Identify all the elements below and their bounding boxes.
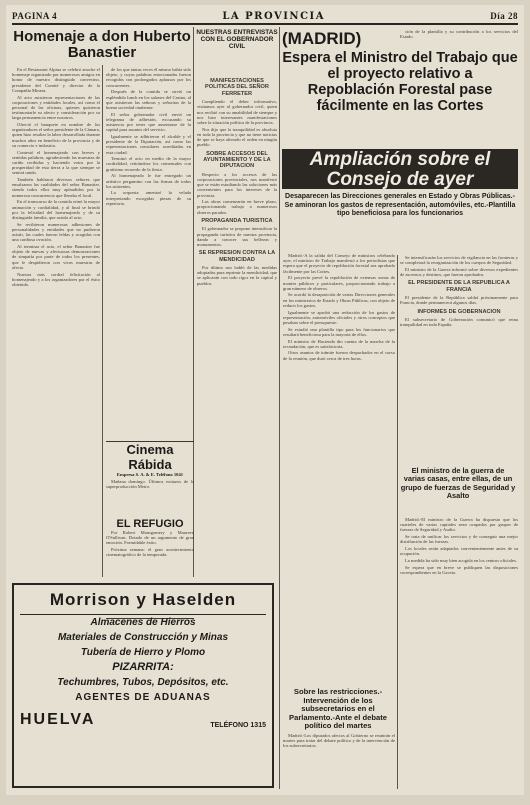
homenaje-headline: Homenaje a don Huberto Banastier — [13, 28, 191, 61]
right-column-body: Se intensificarán los servicios de vigilancia en las fronteras y se completará la reorganización de los cuerpos de Seguridad. El ministro de la Guerra informó sobre diversos expedientes de ascensos y destinos, que fueron aprobados. EL PRESIDENTE DE LA REPUBLICA A FRANCIA El presidente de la República saldrá próximamente para Francia, donde permanecerá algunos días. INFORMES DE GOBERNACION El subsecretario de Gobernación comunicó que reina tranquilidad en toda España. — [400, 255, 518, 328]
right-subhead: INFORMES DE GOBERNACION — [417, 308, 501, 315]
advert-agents: AGENTES DE ADUANAS — [75, 692, 211, 703]
article-body-col1b: de los que tantas veces él mismo había sido objeto, y cuyas palabras emocionadas fueron recogidas con prolongados aplausos por los concurrentes. Después de la comida se sirvió un espléndido lunch en los salones del Casino, al que asistieron las señoras y señoritas de la buena sociedad onubense. El señor gobernador civil envió un telegrama de adhesión, excusando su asistencia por tener que ausentarse de la capital para asuntos del servicio. Igualmente se adhirieron el alcalde y el presidente de la Diputación, así como las representaciones consulares acreditadas en esta ciudad. Terminó el acto en medio de la mayor cordialidad, retirándose los comensales con gratísimo recuerdo de la fiesta. Al homenajeado le fue entregado un artístico pergamino con las firmas de todos los asistentes. La orquesta amenizó la velada interpretando escogidas piezas de su repertorio. — [106, 67, 191, 206]
col2-subhead: MANIFESTACIONES POLITICAS DEL SEÑOR FERRETER — [205, 78, 269, 97]
right-column-lower: Madrid.-El ministro de la Guerra ha dispuesto que los cuarteles de varias capitales sean ocupados por grupos de fuerzas de Seguridad y Asalto. Se trata de unificar los servicios y de conseguir una mejor distribución de las fuerzas. Los locales serán adaptados convenientemente antes de su ocupación. La medida ha sido muy bien acogida en los centros oficiales. Se espera que en breve se publiquen las disposiciones correspondientes en la Gaceta. — [400, 517, 518, 575]
advert-line: PIZARRITA: — [112, 661, 174, 673]
cinema-address: Empresa S. A. & E. Teléfono 1041 — [116, 472, 184, 477]
page-label: PAGINA 4 — [12, 11, 58, 21]
col2-subhead: SE REPRESION CONTRA LA MENDICIDAD — [198, 250, 276, 263]
right-subhead: EL PRESIDENTE DE LA REPUBLICA A FRANCIA — [408, 280, 510, 293]
madrid-tag: (MADRID) — [282, 29, 362, 48]
date-label: Día 28 — [490, 11, 518, 21]
article-body-col2: MANIFESTACIONES POLITICAS DEL SEÑOR FERRETER Cumpliendo el deber informativo, visitamos ayer al gobernador civil, quien nos recibió con su amabilidad de siempre y nos hizo interesantes manifestaciones sobre la situación política de la provincia. Nos dijo que la tranquilidad es absoluta en toda la provincia y que no tiene noticias de que se haya alterado el orden en ningún pueblo. SOBRE ACCESOS DEL AYUNTAMIENTO Y DE LA DIPUTACION Respecto a los accesos de las corporaciones provinciales, nos manifestó que se están estudiando las soluciones más convenientes para los intereses de la provincia. Las obras comenzarán en breve plazo, proporcionando trabajo a numerosos obreros parados. PROPAGANDA TURISTICA El gobernador se propone intensificar la propaganda turística de nuestra provincia, dando a conocer sus bellezas y monumentos. SE REPRESION CONTRA LA MENDICIDAD Por último nos habló de las medidas adoptadas para reprimir la mendicidad, que se aplicarán con todo rigor en la capital y pueblos. — [197, 78, 277, 286]
advert-line: Tubería de Hierro y Plomo — [80, 647, 206, 658]
col2-subhead: PROPAGANDA TURISTICA — [201, 217, 273, 224]
right-column-top: ción de la plantilla y su contribución a los servicios del Estado. — [400, 29, 518, 40]
newspaper-page — [6, 5, 524, 795]
morrison-haselden-advert — [12, 583, 274, 788]
column-rule — [102, 65, 103, 577]
cinema-film-text: Por Robert Montgomery y Maureen O'Sullivan. Dotado de un argumento de gran emoción. Formidable éxito. Próxima semana: el gran acontecimiento cinematográfico de la temporada. — [106, 530, 194, 558]
madrid-body-col-a: Madrid.-A la salida del Consejo de ministros celebrado ayer, el ministro de Trabajo manifestó a los periodistas que espera que el proyecto de repoblación forestal sea aprobado fácilmente por las Cortes. El proyecto prevé la repoblación de extensas zonas de montes públicos y particulares, proporcionando trabajo a gran número de obreros. Se acordó la desaparición de varias Direcciones generales en los ministerios de Estado y Obras Públicas, con objeto de reducir los gastos. Igualmente se aprobó una reducción de los gastos de representación, automóviles oficiales y otros conceptos que pesaban sobre el presupuesto. Se estudió una plantilla tipo para los funcionarios que resultará beneficiosa para la mayoría de ellos. El ministro de Hacienda dio cuenta de la marcha de la recaudación, que es satisfactoria. Otros asuntos de trámite fueron despachados en el curso de la reunión, que duró cerca de tres horas. — [283, 253, 395, 361]
paper-name: LA PROVINCIA — [222, 10, 325, 22]
column-rule — [279, 27, 280, 789]
bottom-mid-body: Madrid.-Los diputados afectos al Gobierno se reunirán el martes para tratar del debate político y de la intervención de los subsecretarios. — [283, 733, 395, 749]
masthead — [12, 9, 518, 25]
advert-footer — [20, 711, 266, 729]
advert-line: Almacenes de Hierros — [90, 617, 196, 628]
advert-line: Materiales de Construcción y Minas — [57, 632, 229, 643]
col2-headline: NUESTRAS ENTREVISTAS CON EL GOBERNADOR CIVIL — [196, 29, 278, 51]
advert-phone: TELÉFONO 1315 — [210, 722, 266, 729]
cinema-text: Mañana domingo. Últimos exitazos de la superproducción Metro. — [106, 479, 194, 490]
col2-subhead: SOBRE ACCESOS DEL AYUNTAMIENTO Y DE LA DIPUTACION — [203, 150, 271, 170]
madrid-box: Ampliación sobre el Consejo de ayer — [282, 149, 518, 189]
madrid-headline: Espera el Ministro del Trabajo que el proyecto relativo a Repoblación Forestal pase fácilmente en las Cortes — [282, 50, 518, 114]
article-body-col1: En el Restaurant Alpina se celebró anoche el homenaje organizado por numerosos amigos en honor de nuestro distinguido convecino, presidente del Comité y director de la Compañía Minera. Al acto asistieron representaciones de las corporaciones y entidades locales, así como el personal de las oficinas, quienes quisieron testimoniarle su afecto y consideración por su larga permanencia entre nosotros. Ofreció el banquete en nombre de los organizadores el señor presidente de la Cámara, quien hizo resaltar la labor desarrollada durante muchos años en beneficio de la provincia y de su comercio e industria. Contestó el homenajeado con breves y sentidas palabras, agradeciendo las muestras de cariño recibidas y haciendo votos por la prosperidad de esta tierra a la que siempre se sentirá unido. También hablaron diversos señores que ensalzaron las cualidades del señor Banastier, siendo todos ellos muy aplaudidos por la numerosa concurrencia que llenaba el local. En el transcurso de la comida reinó la mayor animación y cordialidad, y al final se brindó por la felicidad del homenajeado y de su distinguida familia, que asistía al acto. Se recibieron numerosas adhesiones de personalidades y entidades que no pudieron asistir, las cuales fueron leídas y acogidas con una cariñosa ovación. Al terminar el acto, el señor Banastier fue objeto de nuevas y afectuosas demostraciones de simpatía por parte de todos los presentes, que le despidieron con vivas muestras de afecto. Nuestra más cordial felicitación al homenajeado y a los organizadores por el éxito obtenido. — [12, 67, 100, 287]
advert-line: Techumbres, Tubos, Depósitos, etc. — [57, 677, 229, 688]
advert-firm-name: Morrison y Haselden — [20, 589, 266, 615]
bottom-mid-headline: Sobre las restricciones.-Intervención de los subsecretarios en el Parlamento.-Ante el debate político del martes — [289, 687, 387, 731]
cinema-name: Cinema Rábida — [126, 442, 174, 472]
column-rule — [397, 255, 398, 789]
advert-city: HUELVA — [20, 711, 96, 728]
right-side-headline: El ministro de la guerra de varias casas, entre ellas, de un grupo de fuerzas de Seguridad y Asalto — [400, 466, 516, 501]
madrid-deck: Desaparecen las Direcciones generales en Estado y Obras Públicas.-Se aminoran los gastos de representación, automóviles, etc.-Plantilla tipo beneficiosa para los funcionarios — [284, 193, 516, 218]
cinema-film-title: EL REFUGIO — [116, 518, 184, 530]
